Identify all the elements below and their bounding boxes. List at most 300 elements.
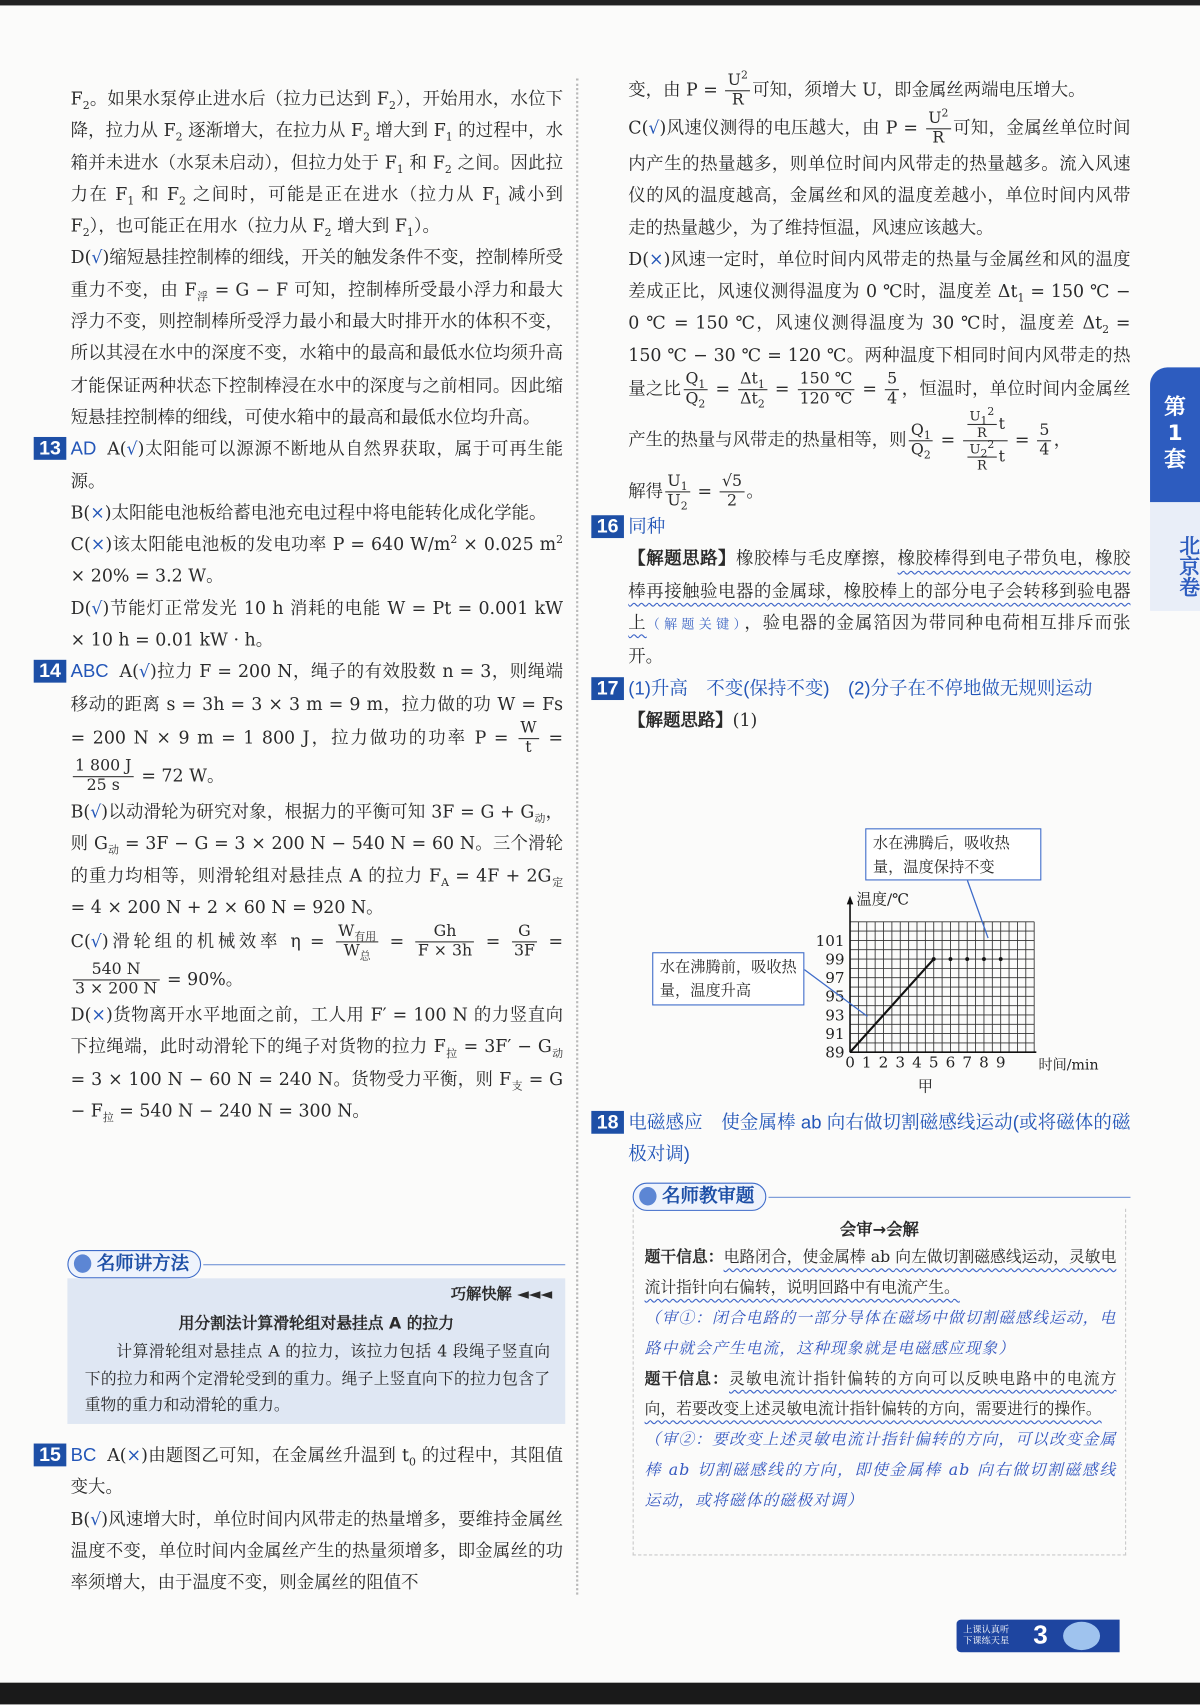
text-run: )以动滑轮为研究对象，根据力的平衡可知 3F = G + G xyxy=(101,801,535,822)
text-run: ，验电器的金属箔因为带同种电荷相互排斥而张开。 xyxy=(628,611,1131,667)
text-run: Δt xyxy=(740,390,758,408)
text-run: B( xyxy=(70,502,91,523)
paragraph xyxy=(628,243,1130,473)
text-run: = xyxy=(1009,429,1035,451)
fraction xyxy=(797,371,854,409)
y-tick-label: 97 xyxy=(825,969,845,988)
text-run: = xyxy=(380,930,414,952)
text-run: Q xyxy=(910,421,924,440)
denominator xyxy=(73,981,160,999)
text-run: ，恒温时，单位时间内金属丝产生的热量与风带走的热量相等，则 xyxy=(628,378,1131,451)
text-run: = 540 N − 240 N = 300 N。 xyxy=(113,1100,370,1121)
y-tick-label: 89 xyxy=(825,1043,845,1062)
text-run: F xyxy=(70,88,83,109)
text-run: 5 xyxy=(887,370,898,389)
text-run: = 3F − G = 3 × 200 N − 540 N = 60 N。三个滑轮的重力均相等，则滑轮组对悬挂点 A 的拉力 F xyxy=(70,832,564,886)
denominator xyxy=(665,492,690,514)
text-run: 3F xyxy=(513,942,535,960)
text-run: W xyxy=(520,719,537,737)
text-run: )缩短悬挂控制棒的细线，开关的触发条件不变，控制棒所受重力不变，由 F xyxy=(70,247,564,300)
text-run: 4 xyxy=(1039,441,1050,459)
left-column-top xyxy=(39,83,564,1127)
numerator xyxy=(885,371,899,391)
text-run: Q xyxy=(685,370,699,389)
check-mark-icon: √ xyxy=(91,597,103,619)
denominator xyxy=(726,91,751,109)
text-run: R xyxy=(731,91,744,109)
text-run: U xyxy=(667,492,681,510)
subscript: 1 xyxy=(494,195,502,208)
x-tick-label: 6 xyxy=(945,1053,956,1072)
subscript: 浮 xyxy=(196,291,209,304)
section-label: 题干信息： xyxy=(644,1370,730,1389)
text-run: = xyxy=(856,378,883,400)
text-run: 逐渐增大，在拉力从 F xyxy=(182,119,364,141)
fraction xyxy=(738,371,767,409)
data-point xyxy=(965,957,969,961)
answer-text: BC xyxy=(70,1444,97,1466)
x-tick-label: 4 xyxy=(912,1053,922,1072)
text-run: B( xyxy=(70,801,91,822)
method-box-title: 名师讲方法 xyxy=(96,1253,190,1276)
page-number: 3 xyxy=(1033,1620,1048,1651)
paragraph xyxy=(71,999,563,1126)
subscript: 2 xyxy=(179,195,186,208)
text-run: )滑轮组的机械效率 η = xyxy=(101,930,334,952)
text-run: U xyxy=(969,441,981,457)
question-15 xyxy=(39,1439,564,1503)
subscript: 1 xyxy=(406,227,414,240)
text-run: )拉力 F = 200 N，绳子的有效股数 n = 3，则绳端移动的距离 s = 3h = 3 × 3 m = 9 m，拉力做的功 W = Fs = 200 N × 9 m = 1 800 J，拉力做功的功率 P = xyxy=(70,661,564,748)
text-run: U xyxy=(928,109,942,128)
text-run: = xyxy=(709,378,736,400)
numerator xyxy=(909,422,933,442)
text-run: 150 ℃ xyxy=(799,370,853,389)
handwritten-note: （审②：要改变上述灵敏电流计指针偏转的方向，可以改变金属棒 ab 切割磁感线的方向，即使金属棒 ab 向右做切割磁感线运动，或将磁体的磁极对调） xyxy=(644,1431,1117,1510)
text-run: = 3 × 100 N − 60 N = 240 N。货物受力平衡，则 F xyxy=(70,1068,512,1089)
subscript: 0 xyxy=(408,1456,416,1469)
y-tick-label: 95 xyxy=(825,987,845,1006)
right-column-q18 xyxy=(596,1107,1131,1171)
text-run: = 72 W。 xyxy=(135,765,225,786)
method-title: 用分割法计算滑轮组对悬挂点 A 的拉力 xyxy=(178,1315,454,1333)
answer-text: ABC xyxy=(70,661,109,682)
question-number-badge: 15 xyxy=(34,1444,67,1467)
text-run: )风速一定时，单位时间内风带走的热量与金属丝和风的温度差成正比，风速仪测得温度为 0 ℃时，温度差 Δt xyxy=(628,248,1131,302)
text-run: U xyxy=(667,472,681,491)
denominator xyxy=(963,441,1007,473)
subscript: 支 xyxy=(511,1080,523,1093)
paragraph xyxy=(645,1364,1117,1425)
text-run: U xyxy=(969,408,981,425)
review-items xyxy=(645,1242,1117,1516)
text-run: 减小到 F xyxy=(70,183,564,237)
superscript: 2 xyxy=(556,534,564,547)
y-tick-label: 91 xyxy=(825,1025,845,1044)
text-run: )太阳能可以源源不断地从自然界获取，属于可再生能源。 xyxy=(70,438,564,491)
right-column-top xyxy=(596,69,1131,736)
review-subtitle: 会审→会解 xyxy=(839,1219,919,1240)
numerator xyxy=(73,758,134,778)
check-mark-icon: √ xyxy=(126,438,138,460)
text-run: R xyxy=(976,457,987,473)
teacher-icon xyxy=(74,1254,91,1272)
denominator xyxy=(416,943,475,961)
text-run: t xyxy=(998,415,1005,434)
denominator xyxy=(518,739,539,757)
text-run: 的过程中，水箱并未进水（水泵未启动），但拉力处于 F xyxy=(70,119,564,173)
superscript: 2 xyxy=(450,534,458,547)
paragraph xyxy=(71,83,563,242)
check-mark-icon: √ xyxy=(138,661,150,682)
check-mark-icon: √ xyxy=(648,117,660,139)
tab-paper-label: 北京卷 xyxy=(1176,534,1200,597)
paragraph xyxy=(71,923,563,999)
tab-set-label: 第1套 xyxy=(1164,393,1186,472)
superscript: 2 xyxy=(740,69,748,82)
text-run: 可知，金属丝单位时间内产生的热量越多，则单位时间内风带走的热量越多。流入风速仪的风的温度越高，金属丝和风的温度差越小，单位时间内风带走的热量越少，为了维持恒温，风速应该越大。 xyxy=(628,117,1131,238)
paragraph xyxy=(628,107,1131,244)
text-run: 的过程中，其阻值变大。 xyxy=(70,1444,564,1498)
text-run: t xyxy=(525,739,532,757)
text-run: 3 × 200 N xyxy=(75,980,158,999)
fraction xyxy=(416,923,475,961)
answer-text: (1)升高 不变(保持不变) (2)分子在不停地做无规则运动 xyxy=(628,677,1093,699)
text-run: )该太阳能电池板的发电功率 P = 640 W/m xyxy=(105,533,451,555)
paragraph xyxy=(71,528,563,592)
x-tick-label: 9 xyxy=(995,1053,1006,1072)
text-run: ）。 xyxy=(413,215,440,237)
text-run: 和 F xyxy=(134,183,180,205)
text-run: ，则 G xyxy=(70,801,564,854)
fraction xyxy=(665,472,690,514)
check-mark-icon: √ xyxy=(90,1508,102,1529)
text-run: 5 xyxy=(1039,421,1050,440)
paragraph xyxy=(645,1303,1117,1364)
denominator xyxy=(683,390,707,411)
text-run: 。 xyxy=(746,480,764,502)
text-run: R xyxy=(932,129,945,147)
question-17 xyxy=(596,672,1130,704)
subscript: 动 xyxy=(534,813,546,826)
text-run: 变，由 P = xyxy=(628,79,724,101)
fraction xyxy=(909,422,933,460)
numerator xyxy=(720,473,744,493)
paragraph xyxy=(628,704,1130,736)
text-run: = 150 ℃ − 0 ℃ = 150 ℃，风速仪测得温度为 30 ℃时，温度差 Δt xyxy=(628,280,1131,334)
method-box xyxy=(67,1278,565,1424)
data-point xyxy=(999,957,1003,961)
footer-slogan-2: 下课练天星 xyxy=(963,1635,1010,1647)
subscript: 定 xyxy=(551,876,564,889)
text-run: Δt xyxy=(740,370,758,389)
tab-beijing-paper[interactable] xyxy=(1150,502,1200,611)
text-run: × 20% = 3.2 W。 xyxy=(70,565,224,587)
text-run: A( xyxy=(119,661,139,682)
numerator xyxy=(967,439,996,461)
text-run: 25 s xyxy=(86,777,120,795)
text-run: 1 800 J xyxy=(75,757,132,775)
superscript: 2 xyxy=(987,439,995,452)
text-run: 540 N xyxy=(91,961,141,979)
numerator xyxy=(416,923,475,943)
left-column-bottom xyxy=(39,1439,564,1598)
x-tick-label: 7 xyxy=(962,1053,973,1072)
text-run: ， xyxy=(1053,429,1072,451)
fraction xyxy=(726,69,751,110)
subscript: 拉 xyxy=(445,1048,458,1061)
numerator xyxy=(738,371,767,391)
subscript: 2 xyxy=(82,100,90,113)
cross-mark-icon: × xyxy=(90,533,106,555)
fraction xyxy=(963,406,1007,473)
paragraph xyxy=(71,1503,563,1599)
cross-mark-icon: × xyxy=(126,1444,142,1466)
review-box-header xyxy=(633,1183,1131,1211)
paragraph xyxy=(628,69,1130,110)
text-run: C( xyxy=(70,930,91,952)
key-phrase: 灵敏电流计指针偏转的方向可以反映电路中的电流方向，若要改变上述灵敏电流计指针偏转的方向，需要进行的操作。 xyxy=(644,1370,1117,1419)
method-body: 计算滑轮组对悬挂点 A 的拉力，该拉力包括 4 段绳子竖直向下的拉力和两个定滑轮受到的重力。绳子上竖直向下的拉力包含了重物的重力和动滑轮的重力。 xyxy=(84,1343,551,1415)
check-mark-icon: √ xyxy=(90,801,102,822)
subscript: 1 xyxy=(1017,292,1025,305)
numerator xyxy=(665,473,690,493)
paragraph xyxy=(71,497,563,529)
fraction xyxy=(73,758,134,796)
text-run: ），也可能正在用水（拉力从 F xyxy=(89,215,325,237)
y-tick-label: 93 xyxy=(825,1006,845,1025)
text-run: Q xyxy=(685,390,699,408)
text-run: A( xyxy=(107,438,127,460)
y-axis-arrow-icon xyxy=(847,896,854,905)
superscript: 2 xyxy=(941,107,949,120)
numerator xyxy=(518,720,539,740)
subscript: 2 xyxy=(324,227,332,240)
text-run: = xyxy=(769,378,796,400)
subscript: 有用 xyxy=(354,931,377,944)
text-run: F × 3h xyxy=(417,942,473,960)
text-run: W xyxy=(343,942,360,960)
section-label: 【解题思路】 xyxy=(628,548,737,569)
text-run: × 0.025 m xyxy=(457,533,557,555)
paragraph xyxy=(71,242,563,433)
subscript: 1 xyxy=(980,415,988,428)
text-run: 之间。因此拉力在 F xyxy=(70,151,564,205)
subscript: 1 xyxy=(127,195,135,208)
y-axis-title: 温度/℃ xyxy=(856,890,910,909)
text-run: W xyxy=(338,922,355,941)
fraction xyxy=(926,107,951,148)
denominator xyxy=(336,942,378,964)
denominator xyxy=(967,458,996,473)
text-run: C( xyxy=(70,533,91,555)
subscript: 1 xyxy=(680,481,688,494)
subscript: 2 xyxy=(923,449,931,462)
section-label: 【解题思路】 xyxy=(628,709,733,731)
x-tick-label: 3 xyxy=(895,1053,906,1072)
x-tick-label: 1 xyxy=(861,1053,872,1072)
subscript: 2 xyxy=(680,501,688,514)
denominator xyxy=(720,492,744,510)
text-run: = xyxy=(935,429,961,451)
denominator xyxy=(926,129,951,147)
text-run: 和 F xyxy=(403,151,445,173)
text-run: 。如果水泵停止进水后（拉力已达到 F xyxy=(89,88,389,109)
data-point xyxy=(932,957,936,961)
numerator xyxy=(726,69,751,92)
paragraph xyxy=(645,1425,1117,1516)
denominator xyxy=(885,390,899,408)
review-box-title: 名师教审题 xyxy=(661,1185,755,1208)
text-run: = 150 ℃ − 30 ℃ = 120 ℃。两种温度下相同时间内风带走的热量之比 xyxy=(628,312,1131,400)
fraction xyxy=(73,961,160,999)
cross-mark-icon: × xyxy=(91,1004,106,1026)
subscript: 1 xyxy=(445,132,453,145)
subscript: 2 xyxy=(444,163,452,176)
text-run: Gh xyxy=(433,922,457,941)
text-run: = 4F + 2G xyxy=(448,864,552,886)
subscript: 1 xyxy=(698,379,706,392)
text-run: 120 ℃ xyxy=(799,390,853,408)
text-run: )节能灯正常发光 10 h 消耗的电能 W = Pt = 0.001 kW × 10 h = 0.01 kW · h。 xyxy=(70,597,564,651)
subscript: 2 xyxy=(698,398,706,411)
key-phrase: 电路闭合，使金属棒 ab 向左做切割磁感线运动，灵敏电流计指针向右偏转，说明回路中有电流产生。 xyxy=(644,1248,1117,1297)
method-box-header xyxy=(67,1250,565,1278)
fraction xyxy=(336,922,378,964)
subscript: 2 xyxy=(82,227,90,240)
cross-mark-icon: × xyxy=(90,502,105,523)
denominator xyxy=(967,425,996,440)
y-tick-label: 99 xyxy=(825,950,845,969)
text-run: )太阳能电池板给蓄电池充电过程中将电能转化成化学能。 xyxy=(104,502,547,523)
text-run: = G − F xyxy=(70,1068,564,1121)
text-run: = xyxy=(539,930,564,952)
question-number-badge: 17 xyxy=(591,677,624,700)
text-run: D( xyxy=(70,597,92,619)
question-14 xyxy=(39,656,564,796)
text-run: 解得 xyxy=(628,480,664,502)
tab-set-1[interactable] xyxy=(1150,367,1200,502)
callout-after-boiling: 水在沸腾后，吸收热量，温度保持不变 xyxy=(865,828,1041,880)
text-run: 4 xyxy=(887,390,898,408)
subscript: 1 xyxy=(757,379,765,392)
text-run: )由题图乙可知，在金属丝升温到 t xyxy=(141,1444,409,1466)
subscript: 2 xyxy=(980,448,988,461)
numerator xyxy=(926,107,951,130)
text-run: B( xyxy=(70,1508,91,1529)
text-run: 2 xyxy=(726,492,738,510)
key-note: （解题关键） xyxy=(646,616,745,632)
text-run: = G − F 可知，控制棒所受最小浮力和最大浮力不变，则控制棒所受浮力最小和最大时排开水的体积不变，所以其浸在水中的深度不变，水箱中的最高和最低水位均须升高才能保证两种状态下控制棒浸在水中的深度与之前相同。因此缩短悬挂控制棒的细线，可使水箱中的最高和最低水位均升高。 xyxy=(70,279,564,428)
boiling-chart xyxy=(641,821,1130,1106)
denominator xyxy=(512,943,537,961)
question-13 xyxy=(39,433,564,497)
paragraph xyxy=(645,1242,1117,1303)
subscript: 2 xyxy=(757,398,765,411)
teacher-icon xyxy=(639,1187,656,1205)
chart-caption: 甲 xyxy=(917,1077,933,1096)
subscript: 1 xyxy=(923,430,931,443)
subscript: 总 xyxy=(359,951,371,964)
x-tick-label: 2 xyxy=(878,1053,889,1072)
text-run: = xyxy=(540,727,564,748)
text-run: U xyxy=(727,71,741,90)
text-run: = 90%。 xyxy=(161,968,244,990)
answer-text: 电磁感应 使金属棒 ab 向右做切割磁感线运动(或将磁体的磁极对调) xyxy=(628,1112,1131,1165)
subscript: 2 xyxy=(1102,324,1109,337)
subscript: 动 xyxy=(107,845,120,858)
check-mark-icon: √ xyxy=(90,930,102,952)
answer-text: 同种 xyxy=(628,516,666,538)
paragraph xyxy=(71,592,563,656)
fraction xyxy=(720,473,744,511)
section-label: 题干信息： xyxy=(644,1248,724,1267)
review-box xyxy=(633,1209,1126,1556)
text-run: t xyxy=(998,448,1005,466)
paragraph xyxy=(628,472,1130,514)
bottom-edge xyxy=(0,1683,1200,1705)
x-tick-label: 8 xyxy=(979,1053,989,1072)
numerator xyxy=(683,371,707,391)
paragraph xyxy=(628,543,1130,673)
denominator xyxy=(797,390,854,408)
numerator xyxy=(73,961,160,981)
x-tick-label: 0 xyxy=(845,1053,855,1072)
denominator xyxy=(738,390,767,411)
numerator xyxy=(1037,422,1051,442)
text-run: R xyxy=(976,425,987,441)
top-edge xyxy=(0,0,1200,5)
text-run: 橡胶棒与毛皮摩擦， xyxy=(736,548,898,569)
numerator xyxy=(797,371,854,391)
text-run: A( xyxy=(107,1444,127,1466)
superscript: 2 xyxy=(987,406,995,419)
denominator xyxy=(909,441,933,462)
text-run: )货物离开水平地面之前，工人用 F′ = 100 N 的力竖直向下拉绳端，此时动滑轮下的绳子对货物的拉力 F xyxy=(70,1004,564,1058)
text-run: 之间时，可能是正在进水（拉力从 F xyxy=(185,183,495,205)
question-18 xyxy=(596,1107,1131,1171)
paragraph xyxy=(71,796,563,923)
text-run: C( xyxy=(628,117,649,139)
y-tick-label: 101 xyxy=(815,931,845,950)
question-number-badge: 18 xyxy=(591,1111,624,1134)
denominator xyxy=(73,777,134,795)
method-tag: 巧解快解 ◄◄◄ xyxy=(450,1285,553,1304)
answer-text: AD xyxy=(70,438,97,460)
handwritten-note: （审①：闭合电路的一部分导体在磁场中做切割磁感线运动，电路中就会产生电流，这种现象就是电磁感应现象） xyxy=(644,1309,1117,1358)
fraction xyxy=(885,371,899,409)
subscript: 2 xyxy=(175,132,183,145)
data-point xyxy=(982,957,986,961)
text-run: )风速仪测得的电压越大，由 P = xyxy=(659,117,924,139)
text-run: 增大到 F xyxy=(370,119,446,141)
cross-mark-icon: × xyxy=(649,248,664,270)
text-run: √5 xyxy=(721,472,743,491)
data-point xyxy=(949,957,953,961)
fraction xyxy=(683,371,707,409)
subscript: A xyxy=(441,876,449,889)
numerator xyxy=(967,406,996,428)
fraction xyxy=(518,720,539,758)
question-16 xyxy=(596,511,1130,543)
footer-slogan-1: 上课认真听 xyxy=(963,1625,1010,1636)
text-run: Q xyxy=(910,441,924,459)
text-run: D( xyxy=(70,1004,92,1026)
fraction xyxy=(967,441,996,473)
text-run: = xyxy=(476,930,510,952)
question-number-badge: 13 xyxy=(34,437,67,460)
check-mark-icon: √ xyxy=(91,247,103,268)
